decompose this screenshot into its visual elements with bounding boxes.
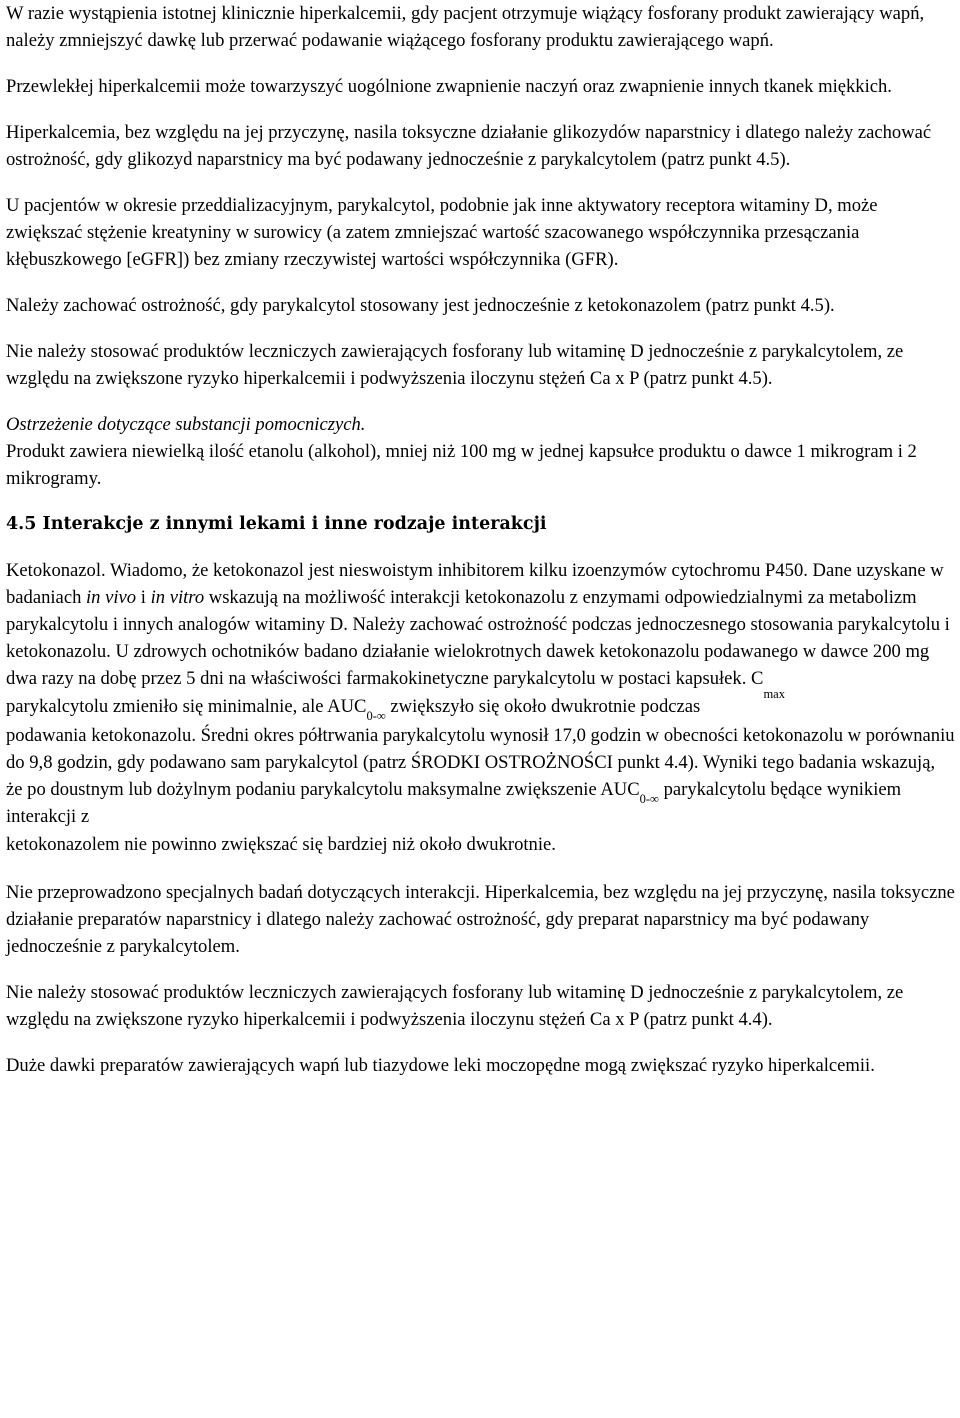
document-page <box>6 0 956 1079</box>
ketoconazole-text-part: parykalcytolu będące wynikiem interakcji z <box>6 779 902 827</box>
ketoconazole-text-part: i <box>136 587 151 608</box>
paragraph-hypercalcemia-calcium-binder: W razie wystąpienia istotnej klinicznie hiperkalcemii, gdy pacjent otrzymuje wiążący fosforany produkt zawierający wapń, należy zmniejszyć dawkę lub przerwać podawanie wiążącego fosforany produktu zawierającego wapń. <box>6 3 925 51</box>
excipients-warning-title: Ostrzeżenie dotyczące substancji pomocniczych. <box>6 414 366 435</box>
auc-subscript: 0-∞ <box>366 709 386 723</box>
paragraph-ketoconazole-conclusion: ketokonazolem nie powinno zwiększać się bardziej niż około dwukrotnie. <box>6 834 556 855</box>
paragraph-chronic-hypercalcemia: Przewlekłej hiperkalcemii może towarzyszyć uogólnione zwapnienie naczyń oraz zwapnienie innych tkanek miękkich. <box>6 76 892 97</box>
paragraph-ketoconazole-auc-line <box>6 692 956 722</box>
section-heading-4-5: 4.5 Interakcje z innymi lekami i inne rodzaje interakcji <box>6 514 547 534</box>
cmax-subscript: max <box>763 687 785 701</box>
paragraph-ketoconazole-interaction <box>6 557 956 701</box>
paragraph-calcium-thiazide: Duże dawki preparatów zawierających wapń lub tiazydowe leki moczopędne mogą zwiększać ryzyko hiperkalcemii. <box>6 1055 875 1076</box>
paragraph-ketoconazole-caution: Należy zachować ostrożność, gdy parykalcytol stosowany jest jednocześnie z ketokonazolem (patrz punkt 4.5). <box>6 295 835 316</box>
ketoconazole-text-part: wskazują na możliwość interakcji ketokonazolu z enzymami odpowiedzialnymi za metabolizm parykalcytolu i innych analogów witaminy D. Należy zachować ostrożność podczas jednoczesnego stosowania parykalcytolu i ketokonazolu. U zdrowych ochotników badano działanie wielokrotnych dawek ketokonazolu podawanego w dawce 200 mg dwa razy na dobę przez 5 dni na właściwości farmakokinetyczne parykalcytolu w postaci kapsułek. C <box>6 587 950 689</box>
excipients-warning-text: Produkt zawiera niewielką ilość etanolu (alkohol), mniej niż 100 mg w jednej kapsułce produktu o dawce 1 mikrogram i 2 mikrogramy. <box>6 441 917 489</box>
paragraph-excipients <box>6 411 956 492</box>
paragraph-no-specific-studies: Nie przeprowadzono specjalnych badań dotyczących interakcji. Hiperkalcemia, bez względu na jej przyczynę, nasila toksyczne działanie preparatów naparstnicy i dlatego należy zachować ostrożność, gdy preparat naparstnicy ma być podawany jednocześnie z parykalcytolem. <box>6 882 955 957</box>
ketoconazole-text-part: zwiększyło się około dwukrotnie podczas <box>385 696 701 717</box>
auc-subscript: 0-∞ <box>639 792 659 806</box>
in-vitro-term: in vitro <box>150 587 205 608</box>
paragraph-phosphate-vitamin-d: Nie należy stosować produktów leczniczych zawierających fosforany lub witaminę D jednocześnie z parykalcytolem, ze względu na zwiększone ryzyko hiperkalcemii i podwyższenia iloczynu stężeń Ca x P (patrz punkt 4.5). <box>6 341 904 389</box>
paragraph-predialysis-creatinine: U pacjentów w okresie przeddializacyjnym, parykalcytol, podobnie jak inne aktywatory receptora witaminy D, może zwiększać stężenie kreatyniny w surowicy (a zatem zmniejszać wartość szacowanego współczynnika przesączania kłębuszkowego [eGFR]) bez zmiany rzeczywistej wartości współczynnika (GFR). <box>6 195 878 270</box>
paragraph-ketoconazole-continued <box>6 722 956 830</box>
paragraph-digitalis-toxicity: Hiperkalcemia, bez względu na jej przyczynę, nasila toksyczne działanie glikozydów naparstnicy i dlatego należy zachować ostrożność, gdy glikozyd naparstnicy ma być podawany jednocześnie z parykalcytolem (patrz punkt 4.5). <box>6 122 932 170</box>
in-vivo-term: in vivo <box>86 587 137 608</box>
ketoconazole-text-part: podawania ketokonazolu. Średni okres półtrwania parykalcytolu wynosił 17,0 godzin w obecności ketokonazolu w porównaniu do 9,8 godzin, gdy podawano sam parykalcytol (patrz ŚRODKI OSTROŻNOŚCI punkt 4.4). Wyniki tego badania wskazują, że po doustnym lub dożylnym podaniu parykalcytolu maksymalne zwiększenie AUC <box>6 725 955 800</box>
ketoconazole-text-part: parykalcytolu zmieniło się minimalnie, ale AUC <box>6 696 367 717</box>
ketoconazole-text-part: Ketokonazol. Wiadomo, że ketokonazol jest nieswoistym inhibitorem kilku izoenzymów cytochromu P450. Dane uzyskane w badaniach <box>6 560 944 608</box>
paragraph-phosphate-vitamin-d-interaction: Nie należy stosować produktów leczniczych zawierających fosforany lub witaminę D jednocześnie z parykalcytolem, ze względu na zwiększone ryzyko hiperkalcemii i podwyższenia iloczynu stężeń Ca x P (patrz punkt 4.4). <box>6 982 904 1030</box>
